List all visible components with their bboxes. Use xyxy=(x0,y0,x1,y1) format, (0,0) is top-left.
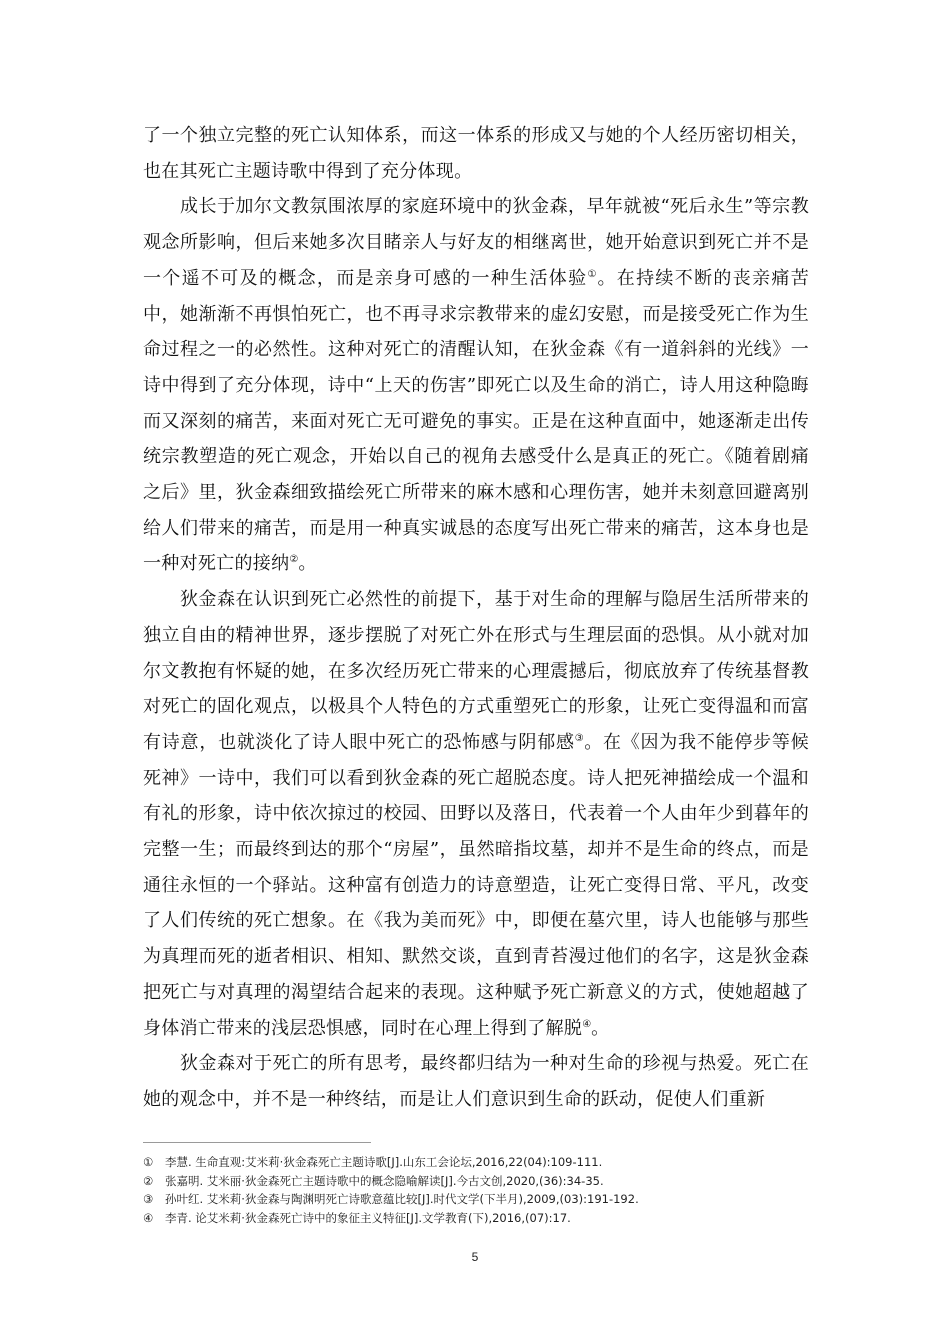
footnote-reference: ① xyxy=(587,268,598,280)
footnote-marker: ④ xyxy=(143,1210,154,1225)
paragraph-text: 狄金森在认识到死亡必然性的前提下，基于对生命的理解与隐居生活所带来的独立自由的精神世界，逐步摆脱了对死亡外在形式与生理层面的恐惧。从小就对加尔文教抱有怀疑的她，在多次经历死亡带来的心理震撼后，彻底放弃了传统基督教对死亡的固化观点，以极具个人特色的方式重塑死亡的形象，让死亡变得温和而富有诗意，也就淡化了诗人眼中死亡的恐怖感与阴郁感 xyxy=(143,589,809,753)
paragraph-text: 。在持续不断的丧亲痛苦中，她渐渐不再惧怕死亡，也不再寻求宗教带来的虚幻安慰，而是接受死亡作为生命过程之一的必然性。这种对死亡的清醒认知，在狄金森《有一道斜斜的光线》一诗中得到了充分体现，诗中“上天的伤害”即死亡以及生命的消亡，诗人用这种隐晦而又深刻的痛苦，来面对死亡无可避免的事实。正是在这种直面中，她逐渐走出传统宗教塑造的死亡观念，开始以自己的视角去感受什么是真正的死亡。《随着剧痛之后》里，狄金森细致描绘死亡所带来的麻木感和心理伤害，她并未刻意回避离别给人们带来的痛苦，而是用一种真实诚恳的态度写出死亡带来的痛苦，这本身也是一种对死亡的接纳 xyxy=(143,267,809,575)
paragraph-text: 了一个独立完整的死亡认知体系，而这一体系的形成又与她的个人经历密切相关，也在其死亡主题诗歌中得到了充分体现。 xyxy=(143,125,809,182)
paragraph xyxy=(143,1046,809,1117)
footnote-text: 李青. 论艾米莉·狄金森死亡诗中的象征主义特征[J].文学教育(下),2016,(07):17. xyxy=(165,1210,571,1225)
paragraph-text: 成长于加尔文教氛围浓厚的家庭环境中的狄金森，早年就被“死后永生”等宗教观念所影响，但后来她多次目睹亲人与好友的相继离世，她开始意识到死亡并不是一个遥不可及的概念，而是亲身可感的一种生活体验 xyxy=(143,196,809,289)
footnotes xyxy=(143,1153,823,1227)
paragraph-text: 狄金森对于死亡的所有思考，最终都归结为一种对生命的珍视与热爱。死亡在她的观念中，并不是一种终结，而是让人们意识到生命的跃动，促使人们重新 xyxy=(143,1053,809,1110)
page-number: 5 xyxy=(471,1250,479,1264)
footnote-item xyxy=(143,1190,823,1209)
footnote-reference: ② xyxy=(289,554,299,566)
paragraph-text: 。 xyxy=(591,1017,610,1039)
footnote-text: 张嘉明. 艾米丽·狄金森死亡主题诗歌中的概念隐喻解读[J].今古文创,2020,(36):34-35. xyxy=(165,1173,604,1188)
paragraph-text: 。 xyxy=(298,553,317,575)
paragraph xyxy=(143,189,809,582)
paragraph xyxy=(143,118,809,189)
footnote-text: 孙叶红. 艾米莉·狄金森与陶渊明死亡诗歌意蕴比较[J].时代文学(下半月),2009,(03):191-192. xyxy=(165,1192,639,1206)
footnote-item xyxy=(143,1153,823,1172)
footnote-reference: ③ xyxy=(574,732,585,744)
body-text xyxy=(143,118,809,1118)
footnote-reference: ④ xyxy=(582,1018,592,1030)
footnote-text: 李慧. 生命直观:艾米莉·狄金森死亡主题诗歌[J].山东工会论坛,2016,22(04):109-111. xyxy=(165,1155,603,1169)
footnote-marker: ② xyxy=(143,1173,154,1188)
footnote-item xyxy=(143,1209,823,1228)
paragraph-text: 。在《因为我不能停步等候死神》一诗中，我们可以看到狄金森的死亡超脱态度。诗人把死神描绘成一个温和有礼的形象，诗中依次掠过的校园、田野以及落日，代表着一个人由年少到暮年的完整一生；而最终到达的那个“房屋”，虽然暗指坟墓，却并不是生命的终点，而是通往永恒的一个驿站。这种富有创造力的诗意塑造，让死亡变得日常、平凡，改变了人们传统的死亡想象。在《我为美而死》中，即便在墓穴里，诗人也能够与那些为真理而死的逝者相识、相知、默然交谈，直到青苔漫过他们的名字，这是狄金森把死亡与对真理的渴望结合起来的表现。这种赋予死亡新意义的方式，使她超越了身体消亡带来的浅层恐惧感，同时在心理上得到了解脱 xyxy=(143,731,809,1039)
footnote-item xyxy=(143,1172,823,1191)
footnote-marker: ① xyxy=(143,1155,154,1169)
footnote-separator xyxy=(143,1142,371,1143)
footnote-marker: ③ xyxy=(143,1192,154,1206)
paragraph xyxy=(143,582,809,1046)
